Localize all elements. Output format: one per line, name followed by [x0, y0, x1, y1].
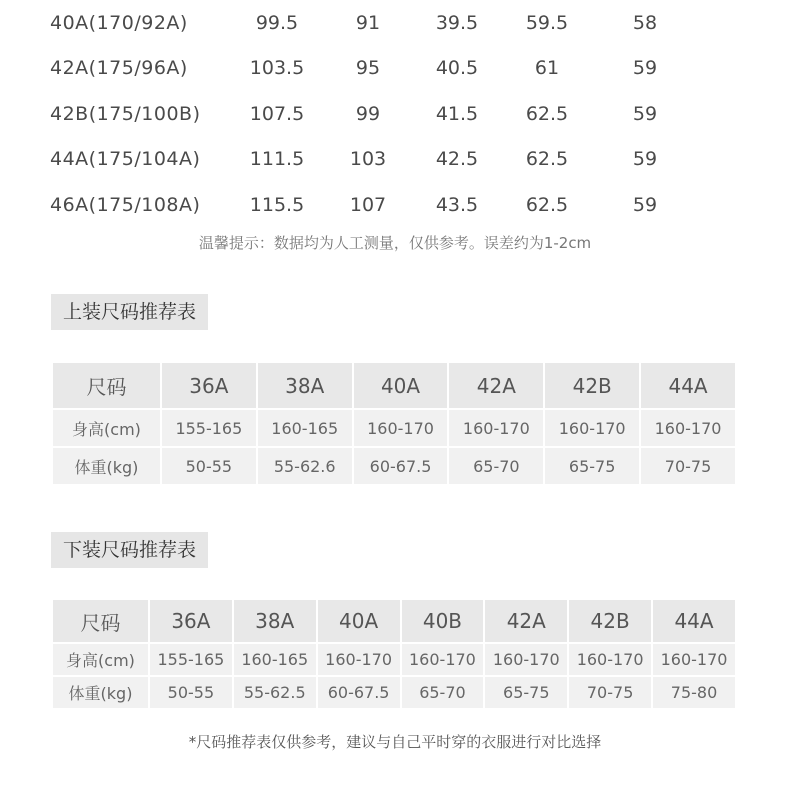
- table-row: [53, 677, 735, 708]
- table-cell: 160-170: [569, 644, 651, 675]
- table-cell: 50-55: [162, 448, 256, 484]
- top-size-title: 上装尺码推荐表: [51, 294, 208, 330]
- table-cell: 155-165: [162, 410, 256, 446]
- spec-value: 95: [355, 57, 381, 80]
- spec-value: 62.5: [525, 148, 569, 171]
- header-cell: 尺码: [53, 600, 148, 642]
- spec-value: 62.5: [525, 193, 569, 216]
- table-cell: 160-170: [354, 410, 448, 446]
- table-cell: 65-75: [545, 448, 639, 484]
- table-cell: 160-170: [485, 644, 567, 675]
- row-label: 身高(cm): [53, 644, 148, 675]
- table-cell: 65-75: [485, 677, 567, 708]
- header-cell: 36A: [150, 600, 232, 642]
- spec-value: 107.5: [249, 102, 305, 125]
- table-cell: 65-70: [402, 677, 484, 708]
- spec-value: 42.5: [435, 148, 479, 171]
- header-cell: 36A: [162, 363, 256, 408]
- header-cell: 40A: [318, 600, 400, 642]
- table-cell: 160-170: [641, 410, 735, 446]
- table-row: [40, 182, 740, 228]
- bottom-size-table: [51, 598, 737, 710]
- spec-value: 58: [632, 11, 658, 34]
- header-cell: 42B: [569, 600, 651, 642]
- table-cell: 60-67.5: [318, 677, 400, 708]
- spec-value: 59: [632, 57, 658, 80]
- table-row: [40, 137, 740, 183]
- measurement-tip: 温馨提示：数据均为人工测量，仅供参考。误差约为1-2cm: [198, 234, 592, 252]
- header-cell: 42B: [545, 363, 639, 408]
- row-label: 体重(kg): [53, 677, 148, 708]
- header-cell: 44A: [653, 600, 735, 642]
- size-label: 46A(175/108A): [50, 193, 201, 216]
- table-cell: 160-170: [449, 410, 543, 446]
- header-cell: 44A: [641, 363, 735, 408]
- size-label: 44A(175/104A): [50, 148, 201, 171]
- spec-value: 40.5: [435, 57, 479, 80]
- spec-value: 59: [632, 102, 658, 125]
- spec-value: 99: [355, 102, 381, 125]
- table-cell: 160-170: [653, 644, 735, 675]
- table-cell: 160-170: [402, 644, 484, 675]
- table-row: [53, 410, 735, 446]
- table-cell: 160-165: [234, 644, 316, 675]
- table-cell: 55-62.5: [234, 677, 316, 708]
- table-row: [40, 91, 740, 137]
- row-label: 身高(cm): [53, 410, 160, 446]
- spec-value: 103: [349, 148, 387, 171]
- header-cell: 38A: [234, 600, 316, 642]
- size-label: 40A(170/92A): [50, 11, 188, 34]
- spec-value: 61: [534, 57, 560, 80]
- bottom-size-title: 下装尺码推荐表: [51, 532, 208, 568]
- size-label: 42B(175/100B): [50, 102, 201, 125]
- table-cell: 65-70: [449, 448, 543, 484]
- table-cell: 155-165: [150, 644, 232, 675]
- table-cell: 70-75: [569, 677, 651, 708]
- top-size-table: [51, 361, 737, 486]
- table-cell: 50-55: [150, 677, 232, 708]
- header-cell: 40B: [402, 600, 484, 642]
- spec-value: 41.5: [435, 102, 479, 125]
- table-cell: 70-75: [641, 448, 735, 484]
- spec-value: 43.5: [435, 193, 479, 216]
- size-label: 42A(175/96A): [50, 57, 188, 80]
- table-cell: 60-67.5: [354, 448, 448, 484]
- table-header-row: [53, 363, 735, 408]
- spec-value: 62.5: [525, 102, 569, 125]
- table-cell: 55-62.6: [258, 448, 352, 484]
- table-cell: 75-80: [653, 677, 735, 708]
- table-row: [53, 644, 735, 675]
- spec-value: 107: [349, 193, 387, 216]
- header-cell: 40A: [354, 363, 448, 408]
- size-spec-table: [40, 0, 740, 228]
- footnote: *尺码推荐表仅供参考，建议与自己平时穿的衣服进行对比选择: [188, 733, 602, 751]
- spec-value: 39.5: [435, 11, 479, 34]
- spec-value: 115.5: [249, 193, 305, 216]
- table-cell: 160-170: [318, 644, 400, 675]
- table-row: [40, 46, 740, 92]
- spec-value: 91: [355, 11, 381, 34]
- table-header-row: [53, 600, 735, 642]
- table-row: [53, 448, 735, 484]
- spec-value: 59: [632, 148, 658, 171]
- spec-value: 99.5: [255, 11, 299, 34]
- header-cell: 42A: [485, 600, 567, 642]
- header-cell: 42A: [449, 363, 543, 408]
- table-cell: 160-170: [545, 410, 639, 446]
- spec-value: 59: [632, 193, 658, 216]
- row-label: 体重(kg): [53, 448, 160, 484]
- header-cell: 38A: [258, 363, 352, 408]
- header-cell: 尺码: [53, 363, 160, 408]
- spec-value: 111.5: [249, 148, 305, 171]
- spec-value: 59.5: [525, 11, 569, 34]
- table-row: [40, 0, 740, 46]
- spec-value: 103.5: [249, 57, 305, 80]
- table-cell: 160-165: [258, 410, 352, 446]
